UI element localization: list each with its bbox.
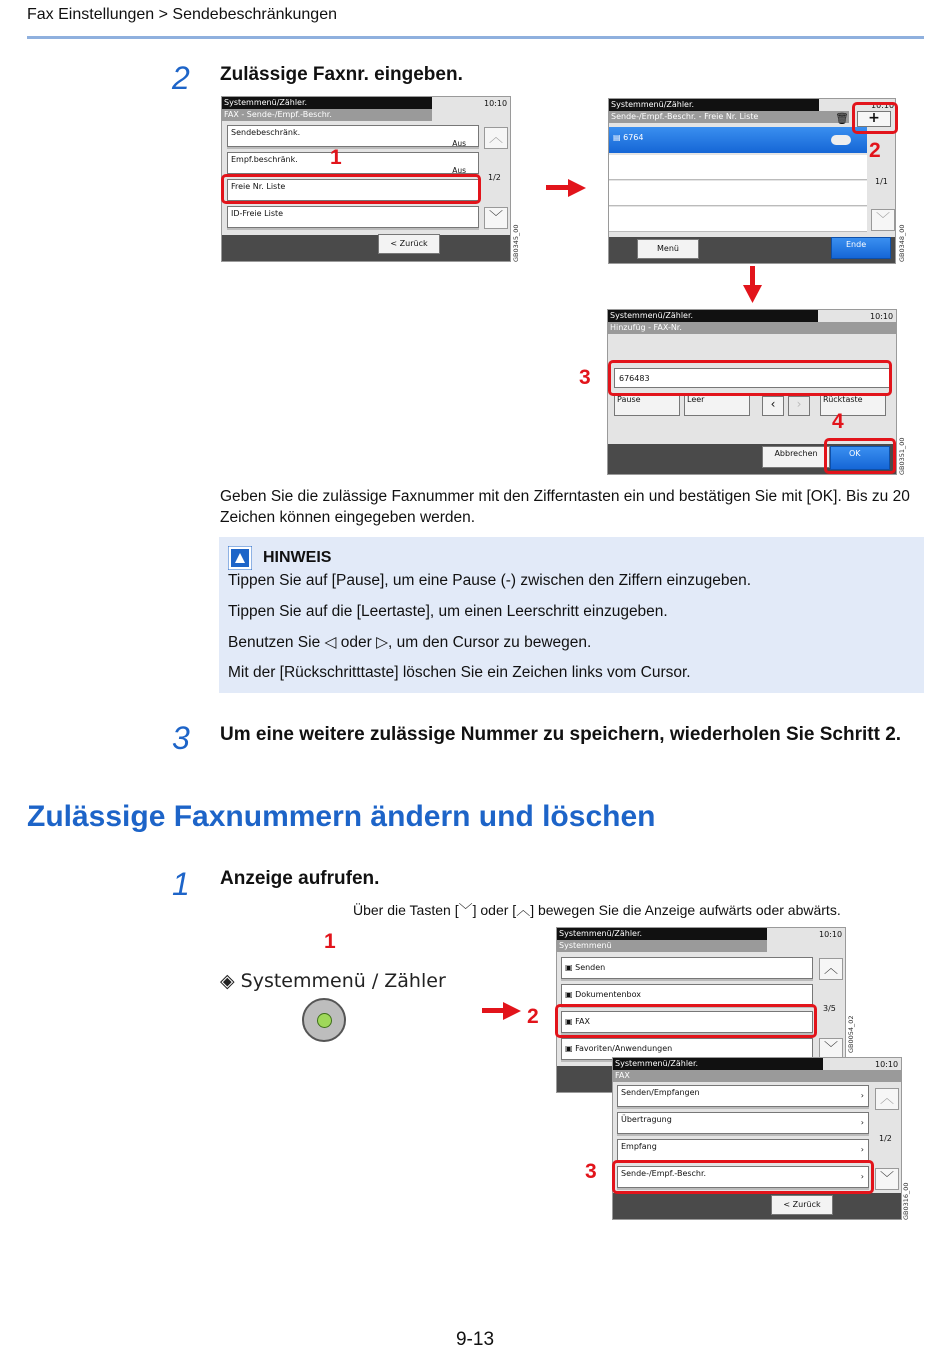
menu-send-recv-restriction[interactable]: Sende-/Empf.-Beschr. › (617, 1166, 869, 1188)
scroll-up-button[interactable]: ︿ (819, 958, 843, 980)
scroll-up-button[interactable]: ︿ (875, 1088, 899, 1110)
list-item-selected[interactable] (609, 127, 867, 153)
step2-description: Geben Sie die zulässige Faxnummer mit den Zifferntasten ein und bestätigen Sie mit [OK]. Bis zu 20 Zeichen können eingegeben werden. (220, 488, 910, 526)
row-value: Aus (452, 166, 466, 175)
step-title: Zulässige Faxnr. eingeben. (220, 64, 463, 85)
chevron-right-icon: › (860, 1145, 864, 1154)
marker-2: 2 (527, 1005, 539, 1028)
bottom-bar (222, 235, 510, 261)
note-line: Mit der [Rückschritttaste] löschen Sie ein Zeichen links vom Cursor. (228, 664, 691, 681)
figure-code: GB0345_00 (512, 224, 520, 262)
marker-1: 1 (324, 930, 336, 953)
menu-send-receive[interactable]: Senden/Empfangen › (617, 1085, 869, 1107)
scroll-up-button[interactable]: ︿ (484, 127, 508, 149)
screen-subtitle: Systemmenü (557, 940, 767, 952)
highlight-fax (555, 1004, 817, 1038)
row-label: Empf.beschränk. (231, 155, 298, 164)
step-number: 3 (172, 720, 190, 756)
menu-reception[interactable]: Empfang › (617, 1139, 869, 1161)
scroll-down-button[interactable]: ﹀ (875, 1168, 899, 1190)
led-icon (317, 1013, 332, 1028)
chevron-down-icon: ﹀ (458, 902, 473, 918)
marker-1: 1 (330, 146, 342, 169)
menu-favorites[interactable]: ▣ Favoriten/Anwendungen (561, 1038, 813, 1060)
list-item-empty (609, 181, 867, 206)
note-line: Tippen Sie auf die [Leertaste], um einen Leerschritt einzugeben. (228, 603, 668, 620)
arrow-right-head (503, 1002, 521, 1020)
screen-subtitle: FAX - Sende-/Empf.-Beschr. (222, 109, 432, 121)
step-title: Anzeige aufrufen. (220, 868, 380, 889)
page-indicator: 1/1 (875, 177, 888, 186)
scroll-hint: Über die Tasten [﹀] oder [︿] bewegen Sie die Anzeige aufwärts oder abwärts. (353, 902, 841, 918)
ok-button[interactable]: OK (830, 446, 890, 470)
page-number: 9-13 (455, 1329, 495, 1350)
breadcrumb: Fax Einstellungen > Sendebeschränkungen (27, 6, 337, 23)
send-icon: ▣ (565, 963, 576, 972)
row-value: Aus (452, 139, 466, 148)
screen-subtitle: Hinzufüg - FAX-Nr. (608, 322, 897, 334)
menu-document-box[interactable]: ▣ Dokumentenbox (561, 984, 813, 1006)
figure-code: GB0348_00 (898, 224, 906, 262)
marker-2: 2 (869, 139, 881, 162)
add-button[interactable]: + (857, 111, 891, 127)
step-number: 1 (172, 866, 190, 902)
row-label: Freie Nr. Liste (231, 182, 286, 191)
clock: 10:10 (484, 99, 508, 108)
marker-3: 3 (579, 366, 591, 389)
scroll-down-button[interactable]: ﹀ (871, 209, 895, 231)
screen-title: Systemmenü/Zähler. (557, 928, 767, 940)
header-divider (27, 36, 924, 39)
highlight-permitted-list (221, 174, 481, 204)
row-recv-restriction[interactable] (227, 152, 479, 174)
marker-3: 3 (585, 1160, 597, 1183)
note-title: HINWEIS (263, 549, 332, 566)
figure-code: GB0054_02 (847, 1015, 855, 1053)
chevron-right-icon: › (860, 1172, 864, 1181)
arrow-down-head (743, 285, 762, 303)
clock: 10:10 (870, 312, 894, 321)
step-number: 2 (172, 60, 190, 96)
screen-subtitle: FAX (613, 1070, 902, 1082)
system-menu-icon: ◈ (220, 970, 241, 992)
row-label: Sendebeschränk. (231, 128, 301, 137)
row-send-restriction[interactable] (227, 125, 479, 147)
system-menu-key[interactable] (302, 998, 346, 1042)
menu-send[interactable]: ▣ Senden (561, 957, 813, 979)
row-label: ID-Freie Liste (231, 209, 284, 218)
chevron-right-icon: › (860, 1091, 864, 1100)
star-icon: ▣ (565, 1044, 576, 1053)
highlight-ok (824, 438, 896, 474)
highlight-add-button (852, 102, 898, 134)
bottom-bar (613, 1193, 901, 1219)
system-menu-key-label: ◈ Systemmenü / Zähler (220, 970, 446, 992)
detail-toggle[interactable] (831, 135, 851, 145)
clock: 10:10 (875, 1060, 899, 1069)
pause-button[interactable]: Pause (614, 394, 680, 416)
note-box (219, 537, 924, 693)
screen-title: Systemmenü/Zähler. (609, 99, 819, 111)
page-indicator: 1/2 (879, 1134, 892, 1143)
cancel-button[interactable]: Abbrechen (762, 446, 830, 468)
figure-code: GB0351_00 (898, 437, 906, 475)
figure-code: GB0316_00 (902, 1182, 910, 1220)
page-indicator: 1/2 (488, 173, 501, 182)
menu-fax[interactable]: ▣ FAX (561, 1011, 813, 1033)
screen-subtitle: Sende-/Empf.-Beschr. - Freie Nr. Liste (609, 111, 849, 123)
list-item-empty (609, 207, 867, 232)
folder-icon: ▣ (565, 990, 576, 999)
screen-title: Systemmenü/Zähler. (222, 97, 432, 109)
arrow-right-head (568, 179, 586, 197)
note-line: Benutzen Sie ◁ oder ▷, um den Cursor zu bewegen. (228, 634, 592, 651)
scroll-down-button[interactable]: ﹀ (819, 1038, 843, 1060)
step-title: Um eine weitere zulässige Nummer zu speichern, wiederholen Sie Schritt 2. (220, 724, 902, 745)
screen-title: Systemmenü/Zähler. (613, 1058, 823, 1070)
screen-fax-settings (612, 1057, 902, 1220)
highlight-input (608, 360, 892, 396)
page-indicator: 3/5 (823, 1004, 836, 1013)
trash-icon[interactable]: 🗑 (835, 112, 849, 125)
cursor-right-button[interactable]: › (788, 396, 810, 416)
list-item-number: 6764 (623, 133, 644, 142)
list-item-empty (609, 155, 867, 180)
fax-icon: ▣ (565, 1017, 576, 1026)
highlight-restriction (612, 1160, 874, 1194)
marker-4: 4 (832, 410, 844, 433)
backspace-button[interactable]: Rücktaste (820, 394, 886, 416)
section-title: Zulässige Faxnummern ändern und löschen (27, 800, 656, 833)
screen-title: Systemmenü/Zähler. (608, 310, 818, 322)
chevron-right-icon: › (860, 1118, 864, 1127)
scroll-down-button[interactable]: ﹀ (484, 207, 508, 229)
clock: 10:10 (871, 101, 895, 110)
back-button[interactable]: < Zurück (378, 234, 440, 254)
fax-icon: ▤ (613, 133, 624, 142)
end-button[interactable]: Ende (831, 237, 891, 259)
note-line: Tippen Sie auf [Pause], um eine Pause (-) zwischen den Ziffern einzugeben. (228, 572, 751, 589)
note-icon (228, 546, 252, 570)
fax-number-input[interactable]: 676483 (614, 368, 890, 388)
cursor-left-button[interactable]: ‹ (762, 396, 784, 416)
menu-button[interactable]: Menü (637, 239, 699, 259)
clock: 10:10 (819, 930, 843, 939)
menu-transmission[interactable]: Übertragung › (617, 1112, 869, 1134)
back-button[interactable]: < Zurück (771, 1195, 833, 1215)
space-button[interactable]: Leer (684, 394, 750, 416)
row-id-list[interactable] (227, 206, 479, 228)
chevron-up-icon: ︿ (516, 902, 531, 918)
